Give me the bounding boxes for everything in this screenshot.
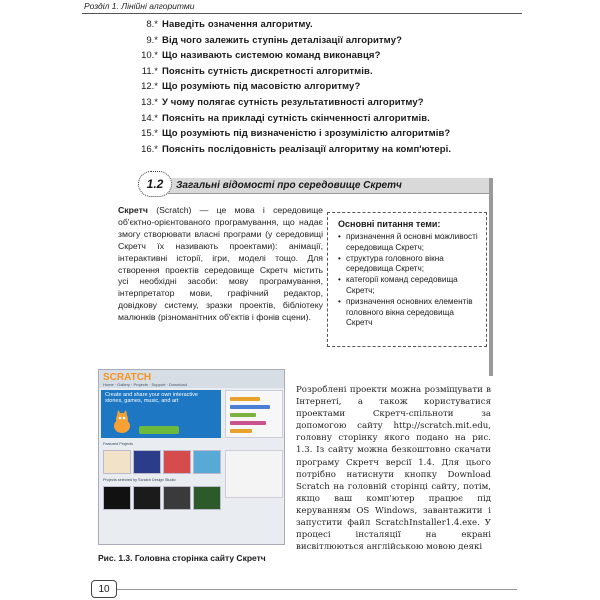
topic-item: • призначення й основні можливості середовища Скретч; [338, 232, 480, 254]
page-number: 10 [91, 580, 117, 598]
featured-label: Featured Projects [103, 442, 133, 446]
section-number: 1.2 [146, 177, 164, 191]
site-side-panel [225, 390, 283, 438]
question-item: 15.* Що розуміють під визначеністю і зрозумілістю алгоритмів? [141, 128, 451, 140]
question-list [140, 17, 530, 157]
question-item: 13.* У чому полягає сутність результативності алгоритму? [141, 96, 424, 108]
section-side-rule [489, 178, 493, 376]
section-title-bar [168, 178, 493, 194]
scratch-cat-icon [109, 410, 135, 436]
intro-paragraph [118, 205, 323, 324]
project-thumb [133, 486, 161, 510]
question-item: 8.* Наведіть означення алгоритму. [146, 19, 313, 30]
project-thumb [103, 450, 131, 474]
running-title: Розділ 1. Лінійні алгоритми [84, 1, 195, 11]
download-button [139, 426, 179, 434]
studio-label: Projects selected by Scratch Design Studio [103, 478, 176, 482]
project-thumb [163, 450, 191, 474]
section-title: Загальні відомості про середовище Скретч [176, 180, 402, 191]
project-thumb [103, 486, 131, 510]
question-item: 16.* Поясніть послідовність реалізації алгоритму на комп'ютері. [141, 143, 452, 155]
topics-title: Основні питання теми: [338, 219, 441, 229]
intro-term: Скретч [118, 205, 148, 215]
topics-box [327, 212, 487, 347]
project-thumb [133, 450, 161, 474]
scratch-site-screenshot [98, 369, 285, 545]
figure-caption: Рис. 1.3. Головна сторінка сайту Скретч [98, 553, 266, 563]
running-header [82, 0, 522, 14]
question-item: 9.* Від чого залежить ступінь деталізації алгоритму? [146, 34, 402, 46]
question-item: 10.* Що називають системою команд виконавця? [141, 50, 381, 62]
project-thumb [163, 486, 191, 510]
intro-term-latin: (Scratch) [156, 205, 192, 215]
scratch-logo: SCRATCH [103, 372, 152, 383]
topic-item: • призначення основних елементів головного вікна середовища Скретч [338, 297, 480, 329]
topic-item: • структура головного вікна середовища Скретч; [338, 254, 480, 276]
project-thumb [193, 450, 221, 474]
question-item: 14.* Поясніть на прикладі сутність скінченності алгоритмів. [141, 112, 430, 124]
site-side-panel-2 [225, 450, 283, 498]
section-number-badge [138, 171, 172, 197]
site-topbar [99, 370, 284, 388]
body-paragraph: Розроблені проекти можна розміщувати в Інтернеті, а також користуватися проектами Скретч-спільноти за допомогою сайту http://scratch.mit.edu, головну сторінку якого подано на рис. 1.3. Із сайту можна безкоштовно скачати програму Скретч версії 1.4. Для цього потрібно натиснути кнопку Download Scratch на головній сторінці сайту, потім, якщо ваш комп'ютер працює під керуванням OS Windows, завантажити і запустити файл ScratchInstaller1.4.exe. У процесі інсталяції на екрані висвітлюються англійською мовою деякі [296, 385, 491, 553]
intro-text: — це мова і середовище об'єктно-орієнтованого програмування, що надає змогу створювати власні програми (у середовищі Скретч їх називають проектами): анімації, інтерактивні історії, ігри, моделі тощо. Для створення проектів середовище Скретч містить усі необхідні засоби: мову програмування, інтерпретатор мови, графічний редактор, довідкову систему, зразки проектів, бібліотеку малюнків (різноманітних об'єктів і фонів сцени). [118, 205, 323, 323]
topics-list [338, 232, 480, 329]
project-thumb [193, 486, 221, 510]
footer-rule [117, 589, 517, 590]
question-item: 11.* Поясніть сутність дискретності алгоритмів. [141, 65, 373, 77]
question-item: 12.* Що розуміють під масовістю алгоритму? [141, 81, 361, 93]
site-nav: Home · Gallery · Projects · Support · Download [103, 382, 187, 387]
banner-text: Create and share your own interactive stories, games, music, and art [105, 392, 198, 404]
topic-item: • категорії команд середовища Скретч; [338, 275, 480, 297]
